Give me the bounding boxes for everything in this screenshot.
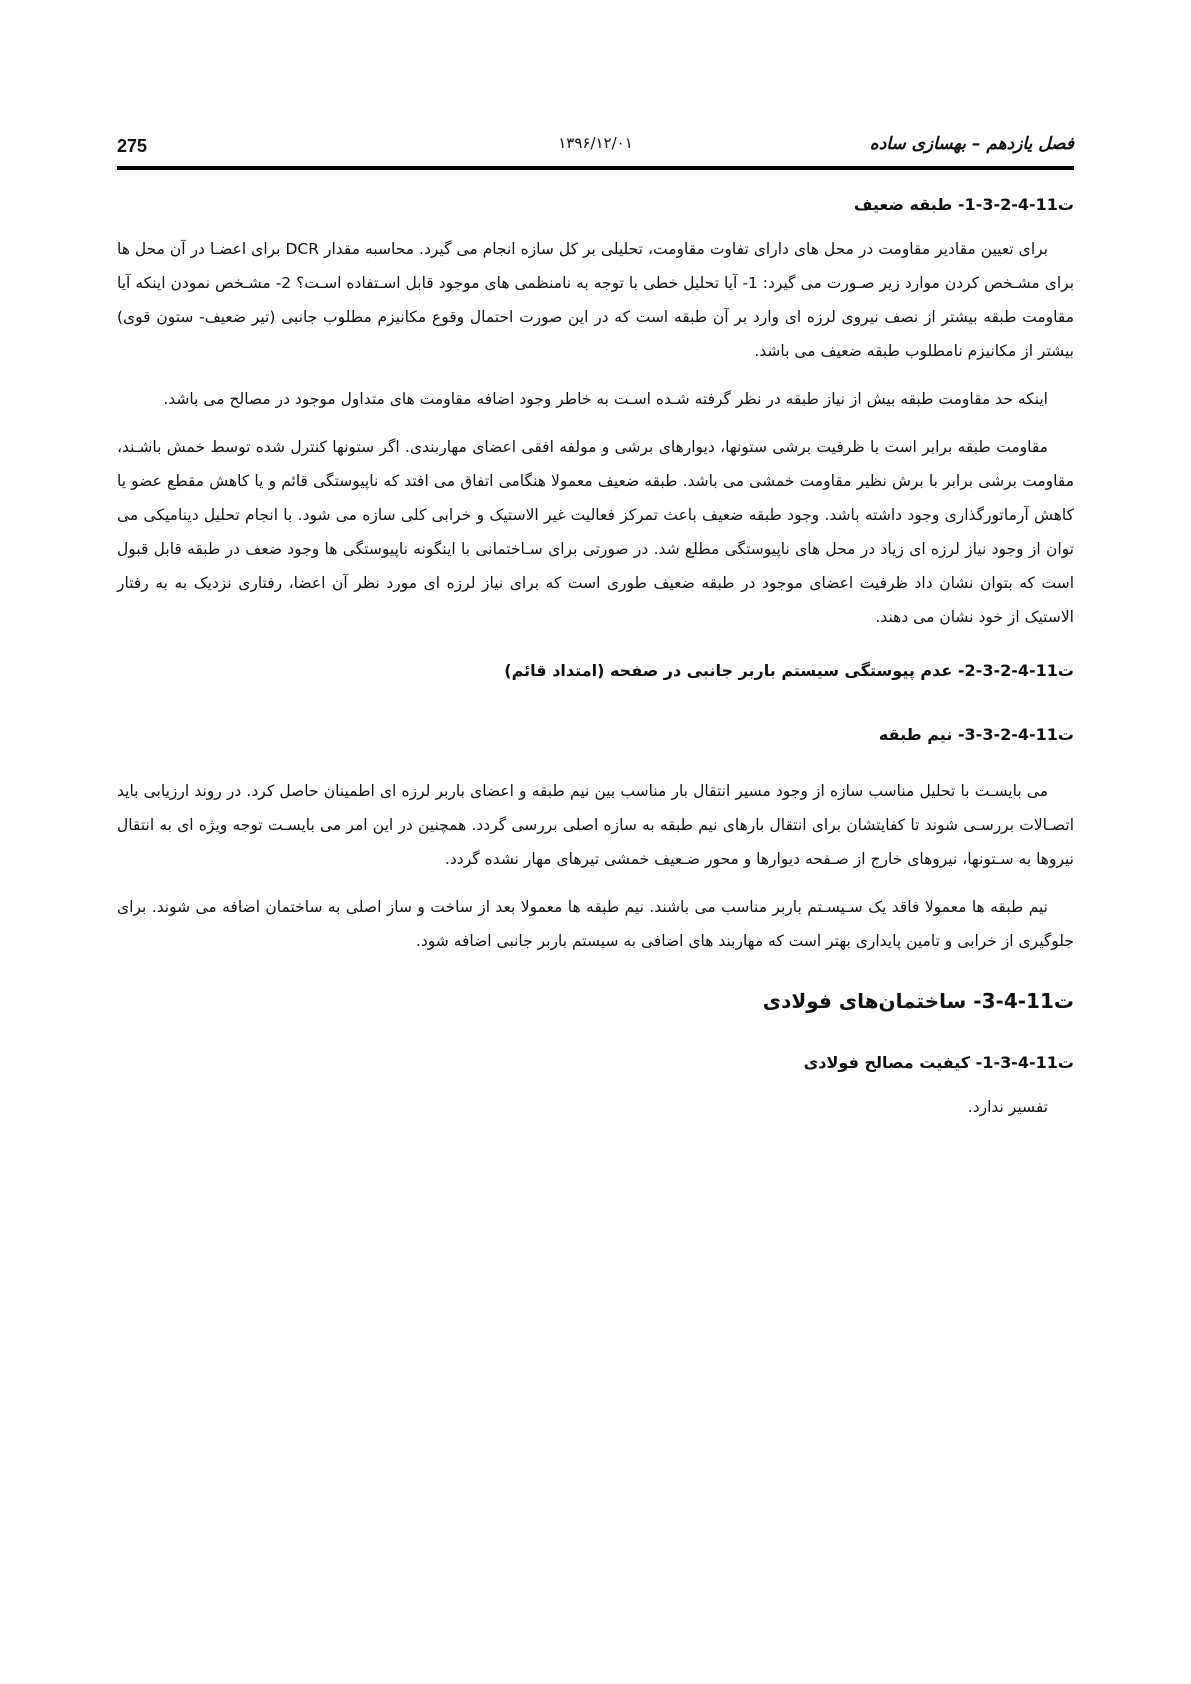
header-date: ۱۳۹۶/۱۲/۰۱ <box>558 134 633 152</box>
section-heading-weak-story: ت11-4-2-3-1- طبقه ضعیف <box>853 195 1074 214</box>
section-heading-steel-buildings: ت11-4-3- ساختمان‌های فولادی <box>762 989 1074 1013</box>
page-number: 275 <box>117 136 148 156</box>
paragraph-mezzanine-bracing: نیم طبقه ها معمولا فاقد یک سـیسـتم باربر مناسب می باشند. نیم طبقه ها معمولا بعد از ساخت و ساز اصلی به ساختمان اضافه می شوند. برای جلوگیری از خرابی و تامین پایداری بهتر است که مهاربند های اضافی به سیستم باربر جانبی اضافه شود. <box>117 898 1074 950</box>
paragraph-story-strength: مقاومت طبقه برابر است با ظرفیت برشی ستونها، دیوارهای برشی و مولفه افقی اعضای مهاربندی. اگر ستونها کنترل شده توسط خمش باشـند، مقاومت برشی برابر با برش نظیر مقاومت خمشی می باشد. طبقه ضعیف معمولا هنگامی اتفاق می افتد که ناپیوستگی قائم و یا کاهش مقطع عضو یا کاهش آرماتورگذاری وجود داشته باشد. وجود طبقه ضعیف باعث تمرکز فعالیت غیر الاستیک و خرابی کلی سازه می شود. با انجام تحلیل دینامیکی می توان از وجود نیاز لرزه ای زیاد در محل های ناپیوستگی مطلع شد. در صورتی برای سـاختمانی با اینگونه ناپیوستگی ها وجود ضعف در طبقه قابل قبول است که بتوان نشان داد ظرفیت اعضای موجود در طبقه ضعیف طوری است که برای نیاز لرزه ای مورد نظر آن اعضا، رفتاری نزدیک به به رفتار الاستیک از خود نشان می دهند. <box>117 438 1074 626</box>
document-body <box>117 188 1074 1138</box>
section-heading-mezzanine: ت11-4-2-3-3- نیم طبقه <box>878 725 1074 744</box>
page-header <box>117 128 1074 164</box>
paragraph-no-commentary: تفسیر ندارد. <box>967 1098 1048 1116</box>
header-divider <box>117 166 1074 170</box>
paragraph-overstrength: اینکه حد مقاومت طبقه بیش از نیاز طبقه در نظر گرفته شـده اسـت به خاطر وجود اضافه مقاومت های متداول موجود در مصالح می باشد. <box>163 390 1048 408</box>
section-heading-steel-quality: ت11-4-3-1- کیفیت مصالح فولادی <box>803 1053 1074 1072</box>
paragraph-mezzanine-load-path: می بایسـت با تحلیل مناسب سازه از وجود مسیر انتقال بار مناسب بین نیم طبقه و اعضای باربر لرزه ای اطمینان حاصل کرد. در روند ارزیابی باید اتصـالات بررسـی شوند تا کفایتشان برای انتقال بارهای نیم طبقه به سازه اصلی بررسی گردد. همچنین در این امر می بایسـت توجه ویژه ای به انتقال نیروها به سـتونها، نیروهای خارج از صـفحه دیوارها و محور ضـعیف خمشی تیرهای مهار نشده گردد. <box>117 782 1074 868</box>
chapter-title: فصل یازدهم – بهسازی ساده <box>869 134 1074 154</box>
paragraph-weak-story-analysis: برای تعیین مقادیر مقاومت در محل های دارای تفاوت مقاومت، تحلیلی بر کل سازه انجام می گیرد. محاسبه مقدار DCR برای اعضـا در آن محل ها برای مشـخص کردن موارد زیر صـورت می گیرد: 1- آیا تحلیل خطی با توجه به نامنظمی های موجود قابل اسـتفاده اسـت؟ 2- مشـخص نمودن اینکه آیا مقاومت طبقه بیشتر از نصف نیروی لرزه ای وارد بر آن طبقه است که در این صورت احتمال وقوع مکانیزم مطلوب جانبی (تیر ضعیف- ستون قوی) بیشتر از مکانیزم نامطلوب طبقه ضعیف می باشد. <box>117 240 1075 360</box>
section-heading-vertical-discontinuity: ت11-4-2-3-2- عدم پیوستگی سیستم باربر جانبی در صفحه (امتداد قائم) <box>504 661 1074 680</box>
